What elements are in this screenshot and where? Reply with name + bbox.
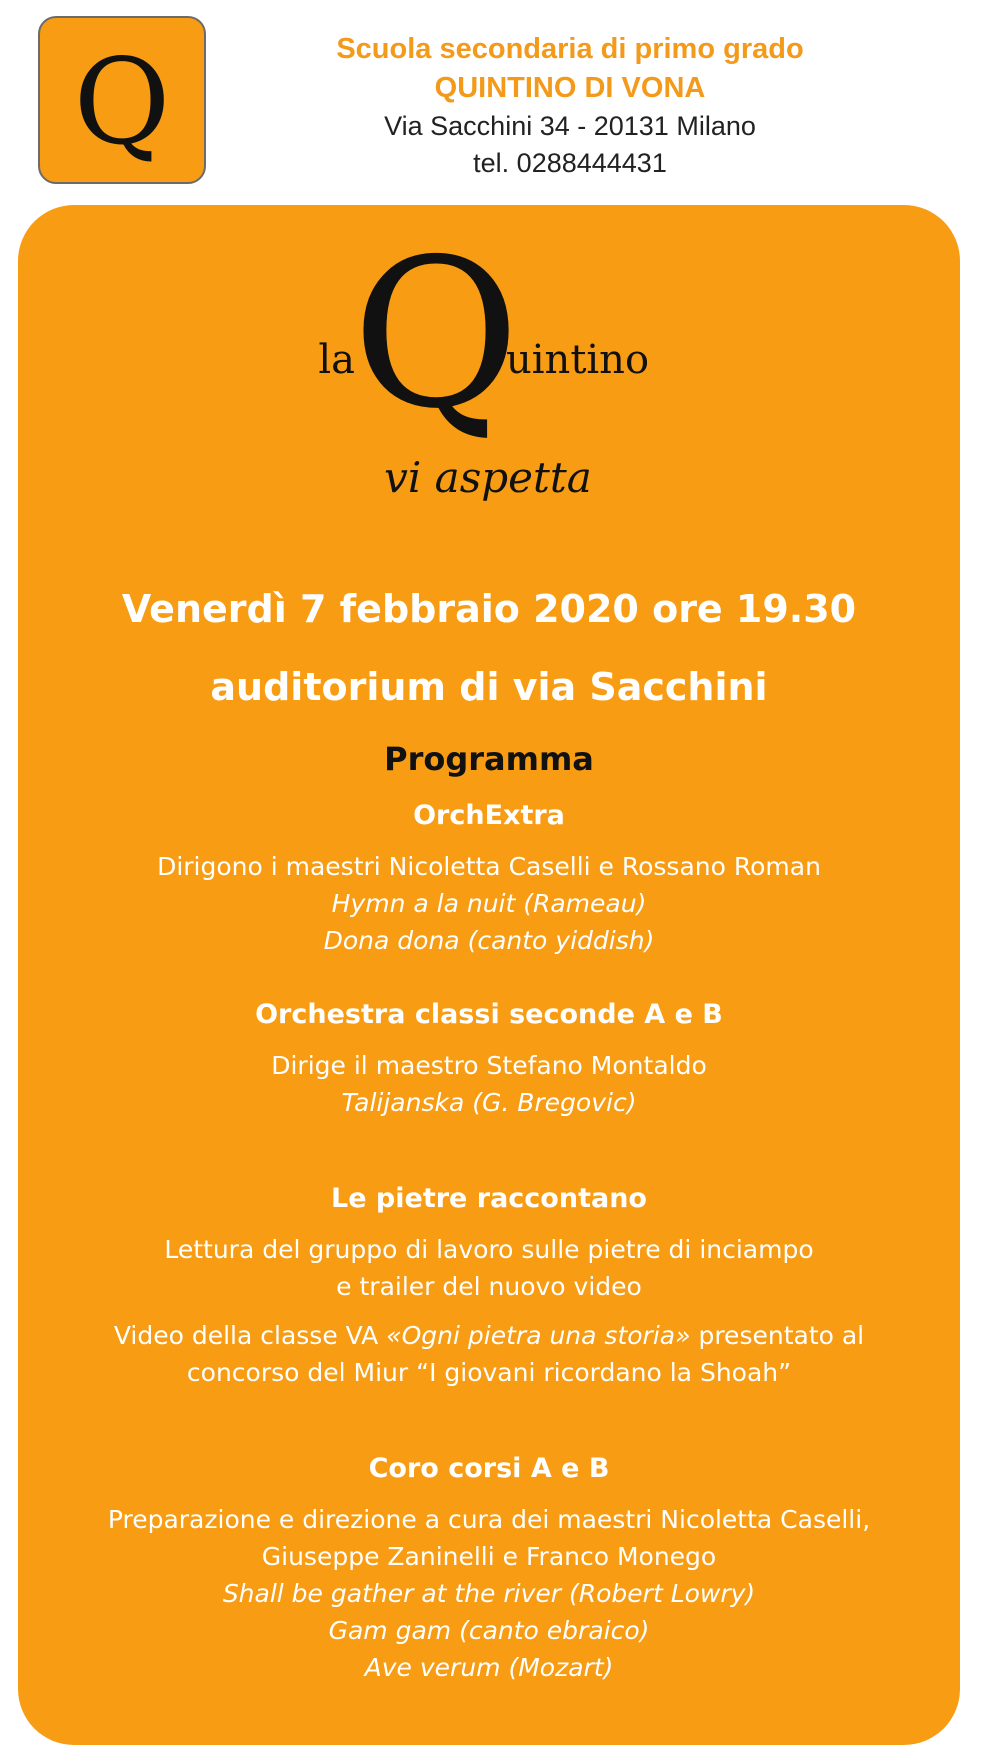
program-line: Giuseppe Zaninelli e Franco Monego [261,1542,717,1571]
school-phone: tel. 0288444431 [473,148,667,178]
program-line: concorso del Miur “I giovani ricordano la Shoah” [186,1358,792,1387]
section-title-orchextra: OrchExtra [413,800,565,831]
program-text: Video della classe VA [113,1321,387,1350]
section-title-orchestra: Orchestra classi seconde A e B [255,999,723,1030]
program-line: Dirigono i maestri Nicoletta Caselli e Rossano Roman [157,852,821,881]
video-title: «Ogni pietra una storia» [386,1321,691,1350]
event-date-time: Venerdì 7 febbraio 2020 ore 19.30 [121,587,857,631]
school-logo [38,16,206,184]
school-type: Scuola secondaria di primo grado [336,33,804,65]
event-poster [18,205,960,1745]
logo-letter: Q [73,33,171,171]
section-title-coro: Coro corsi A e B [368,1453,610,1484]
program-piece: Gam gam (canto ebraico) [328,1616,650,1645]
event-location: auditorium di via Sacchini [210,665,768,709]
program-line: e trailer del nuovo video [336,1272,642,1301]
program-piece: Dona dona (canto yiddish) [323,926,655,955]
poster-content [18,570,960,1686]
program-line: Lettura del gruppo di lavoro sulle pietre di inciampo [164,1235,814,1264]
school-address: Via Sacchini 34 - 20131 Milano [384,111,756,141]
brand-tagline: vi aspetta [384,453,592,502]
program-piece: Shall be gather at the river (Robert Lowry) [222,1579,756,1608]
brand-big-letter: Q [351,216,521,454]
program-piece: Hymn a la nuit (Rameau) [331,889,647,918]
program-title: Programma [384,740,594,778]
section-title-pietre: Le pietre raccontano [331,1183,647,1214]
brand-logo [18,205,960,525]
brand-logo-graphic [18,205,960,525]
program-line: Preparazione e direzione a cura dei maestri Nicoletta Caselli, [107,1505,871,1534]
school-info [270,30,870,182]
program-line-video [18,1317,960,1354]
program-piece: Talijanska (G. Bregovic) [341,1088,637,1117]
program-piece: Ave verum (Mozart) [364,1653,614,1682]
school-name: QUINTINO DI VONA [434,72,706,104]
brand-prefix: la [318,337,355,383]
program-line: Dirige il maestro Stefano Montaldo [271,1051,707,1080]
brand-suffix: uintino [506,337,650,383]
program-text: presentato al [690,1321,865,1350]
